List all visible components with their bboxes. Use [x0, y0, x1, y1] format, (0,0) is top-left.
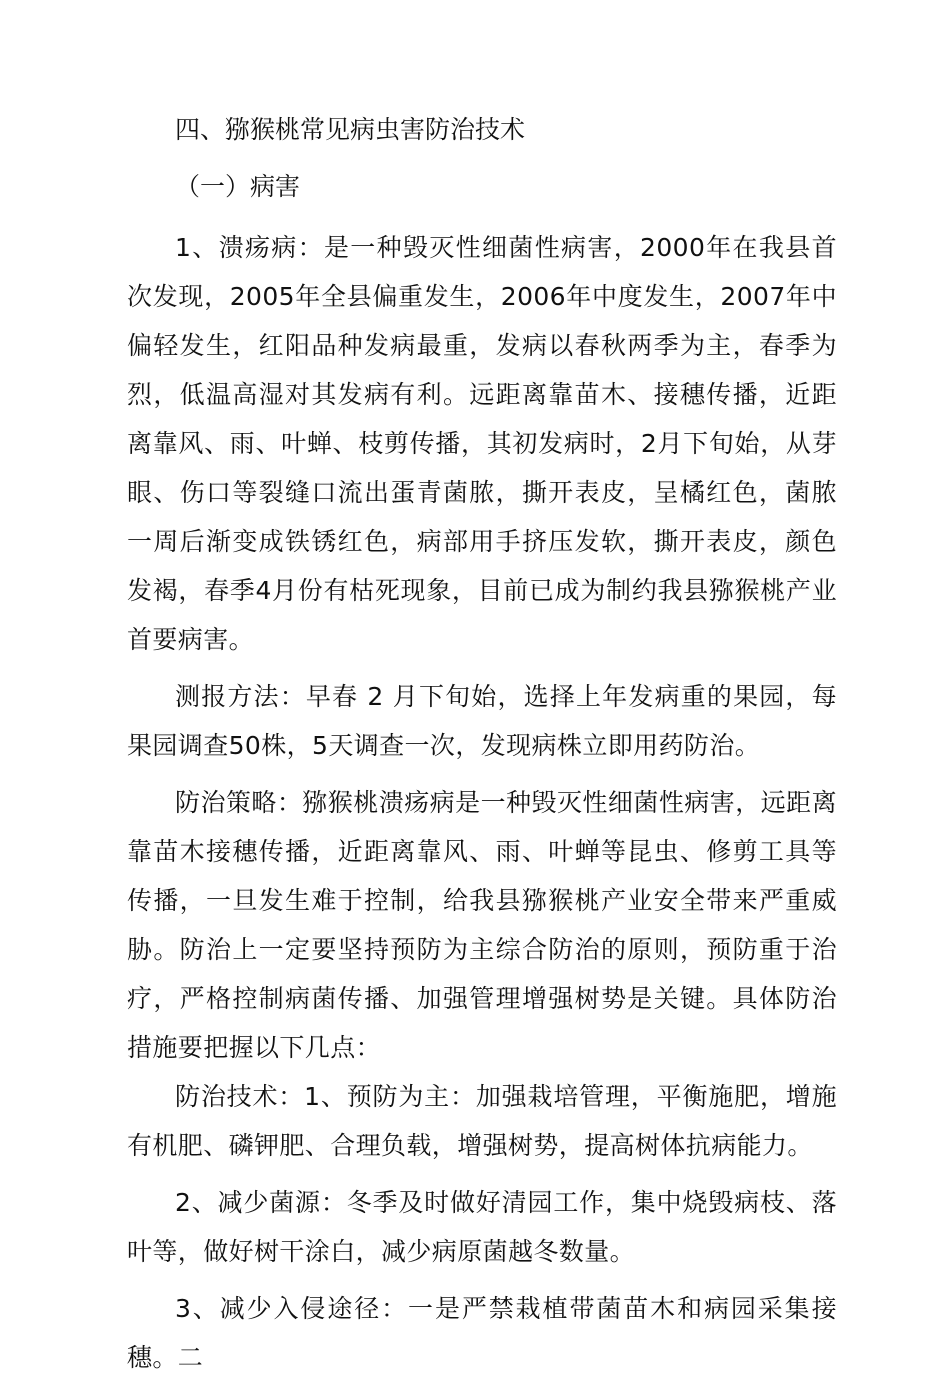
paragraph-control-strategy: 防治策略：猕猴桃溃疡病是一种毁灭性细菌性病害，远距离靠苗木接穗传播，近距离靠风、雨、叶蝉等昆虫、修剪工具等传播，一旦发生难于控制，给我县猕猴桃产业安全带来严重威胁。防治上一定要坚持预防为主综合防治的原则，预防重于治疗，严格控制病菌传播、加强管理增强树势是关键。具体防治措施要把握以下几点： — [127, 788, 837, 1062]
subsection-heading: （一）病害 — [175, 172, 301, 201]
paragraph-canker-disease: 1、溃疡病：是一种毁灭性细菌性病害，2000年在我县首次发现，2005年全县偏重发生，2006年中度发生，2007年中偏轻发生，红阳品种发病最重，发病以春秋两季为主，春季为烈，低温高湿对其发病有利。远距离靠苗木、接穗传播，近距离靠风、雨、叶蝉、枝剪传播，其初发病时，2月下旬始，从芽眼、伤口等裂缝口流出蛋青菌脓，撕开表皮，呈橘红色，菌脓一周后渐变成铁锈红色，病部用手挤压发软，撕开表皮，颜色发褐，春季4月份有枯死现象，目前已成为制约我县猕猴桃产业首要病害。 — [127, 233, 837, 654]
document-body — [127, 105, 837, 1382]
section-heading: 四、猕猴桃常见病虫害防治技术 — [175, 115, 526, 144]
paragraph-control-technique: 防治技术：1、预防为主：加强栽培管理，平衡施肥，增施有机肥、磷钾肥、合理负载，增强树势，提高树体抗病能力。 — [127, 1082, 837, 1160]
paragraph-reduce-infection: 3、减少入侵途径：一是严禁栽植带菌苗木和病园采集接穗。二 — [127, 1294, 837, 1372]
paragraph-monitoring-method: 测报方法：早春 2 月下旬始，选择上年发病重的果园，每果园调查50株，5天调查一次，发现病株立即用药防治。 — [127, 682, 837, 760]
paragraph-reduce-pathogen: 2、减少菌源：冬季及时做好清园工作，集中烧毁病枝、落叶等，做好树干涂白，减少病原菌越冬数量。 — [127, 1188, 837, 1266]
